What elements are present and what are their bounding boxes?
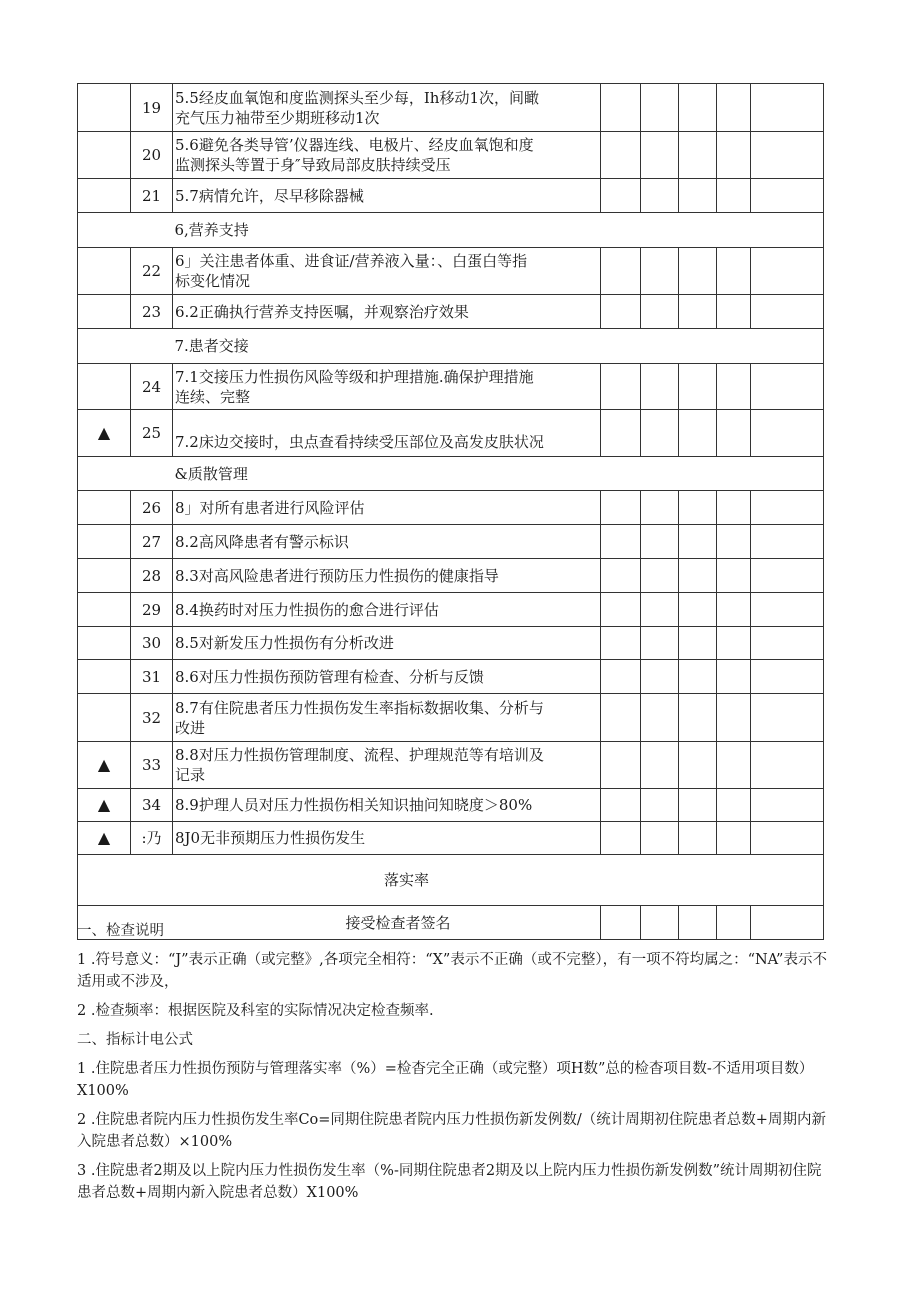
- item-number: 24: [131, 364, 173, 410]
- item-text-line: 监测探头等置于身″导致局部皮肤持续受压: [175, 156, 451, 174]
- check-cell[interactable]: [641, 822, 679, 855]
- check-cell[interactable]: [717, 525, 751, 559]
- check-cell[interactable]: [751, 627, 824, 660]
- item-text-line: 5.6避免各类导管’仪器连线、电极片、经皮血氧饱和度: [175, 136, 534, 154]
- check-cell[interactable]: [641, 742, 679, 789]
- check-cell[interactable]: [601, 364, 641, 410]
- item-text-line: 8.2高风降患者有警示标识: [175, 532, 349, 551]
- item-text-line: 8.7有住院患者压力性损伤发生率指标数据收集、分析与: [175, 698, 544, 717]
- item-number: 28: [131, 559, 173, 593]
- key-item-marker: [78, 525, 131, 559]
- notes-section: [77, 920, 827, 1204]
- notes-heading-2: 二、指标计电公式: [77, 1032, 193, 1048]
- note-frequency: 2 .检查频率：根据医院及科室的实际情况决定检查频率.: [77, 1003, 434, 1019]
- check-cell[interactable]: [751, 694, 824, 742]
- item-text-line: 5.5经皮血氧饱和度监测探头至少每，Ih移动1次，间瞰: [175, 88, 539, 107]
- item-text: [173, 593, 601, 627]
- key-item-marker: [78, 559, 131, 593]
- check-cell[interactable]: [601, 491, 641, 525]
- key-item-marker: [78, 660, 131, 694]
- check-cell[interactable]: [717, 694, 751, 742]
- check-cell[interactable]: [751, 525, 824, 559]
- check-cell[interactable]: [751, 660, 824, 694]
- check-cell[interactable]: [679, 248, 717, 295]
- key-item-marker: ▲: [78, 742, 131, 789]
- check-cell[interactable]: [601, 410, 641, 457]
- table-row: [78, 525, 824, 559]
- table-row: [78, 559, 824, 593]
- table-row: [78, 694, 824, 742]
- check-cell[interactable]: [679, 295, 717, 329]
- item-number: 30: [131, 627, 173, 660]
- check-cell[interactable]: [641, 525, 679, 559]
- check-cell[interactable]: [717, 248, 751, 295]
- check-cell[interactable]: [717, 132, 751, 179]
- section-row: [78, 213, 824, 248]
- key-item-marker: [78, 491, 131, 525]
- key-item-marker: [78, 593, 131, 627]
- table-row: [78, 822, 824, 855]
- item-text-line: 8.6对压力性损伤预防管理有检查、分析与反馈: [175, 667, 484, 686]
- check-cell[interactable]: [679, 694, 717, 742]
- check-cell[interactable]: [679, 593, 717, 627]
- item-text: [173, 491, 601, 525]
- check-cell[interactable]: [717, 660, 751, 694]
- key-item-marker: ▲: [78, 822, 131, 855]
- section-blank-cell: [78, 329, 173, 364]
- item-text-line: 改进: [175, 718, 206, 737]
- check-cell[interactable]: [641, 593, 679, 627]
- key-item-marker: [78, 295, 131, 329]
- section-title: 6,营养支持: [173, 213, 824, 248]
- item-text: [173, 179, 601, 213]
- check-cell[interactable]: [601, 84, 641, 132]
- check-cell[interactable]: [641, 132, 679, 179]
- item-number: 29: [131, 593, 173, 627]
- section-title: &质散管理: [173, 457, 824, 491]
- table-row: [78, 248, 824, 295]
- check-cell[interactable]: [751, 248, 824, 295]
- check-cell[interactable]: [679, 84, 717, 132]
- item-number: 23: [131, 295, 173, 329]
- check-cell[interactable]: [717, 789, 751, 822]
- table-row: [78, 660, 824, 694]
- table-row: [78, 84, 824, 132]
- check-cell[interactable]: [717, 593, 751, 627]
- check-cell[interactable]: [641, 295, 679, 329]
- check-cell[interactable]: [717, 179, 751, 213]
- check-cell[interactable]: [601, 295, 641, 329]
- item-text: [173, 84, 601, 132]
- item-text: [173, 132, 601, 179]
- check-cell[interactable]: [601, 179, 641, 213]
- check-cell[interactable]: [601, 742, 641, 789]
- table-row: [78, 132, 824, 179]
- item-text-line: 标变化情况: [175, 272, 251, 290]
- item-text: [173, 694, 601, 742]
- check-cell[interactable]: [641, 694, 679, 742]
- table-row: [78, 295, 824, 329]
- key-item-marker: [78, 179, 131, 213]
- check-cell[interactable]: [717, 822, 751, 855]
- check-cell[interactable]: [601, 660, 641, 694]
- check-cell[interactable]: [641, 491, 679, 525]
- section-row: [78, 329, 824, 364]
- item-text: [173, 410, 601, 457]
- check-cell[interactable]: [601, 525, 641, 559]
- key-item-marker: ▲: [78, 410, 131, 457]
- table-row: [78, 491, 824, 525]
- item-number: 34: [131, 789, 173, 822]
- check-cell[interactable]: [717, 84, 751, 132]
- formula-incidence-rate: 2 .住院患者院内压力性损伤发生率Co=同期住院患者院内压力性损伤新发例数/（统计周期初住院患者总数+周期内新入院患者总数）×100%: [77, 1112, 826, 1150]
- table-row: [78, 593, 824, 627]
- check-cell[interactable]: [717, 559, 751, 593]
- check-cell[interactable]: [751, 491, 824, 525]
- table-row: [78, 179, 824, 213]
- key-item-marker: [78, 694, 131, 742]
- check-cell[interactable]: [641, 627, 679, 660]
- check-cell[interactable]: [601, 593, 641, 627]
- table-row: [78, 410, 824, 457]
- check-cell[interactable]: [641, 410, 679, 457]
- check-cell[interactable]: [717, 491, 751, 525]
- check-cell[interactable]: [601, 559, 641, 593]
- check-cell[interactable]: [641, 789, 679, 822]
- check-cell[interactable]: [679, 660, 717, 694]
- item-text-line: 7.1交接压力性损伤风险等级和护理措施.确保护理措施: [175, 367, 534, 386]
- inspection-table: [77, 83, 824, 940]
- check-cell[interactable]: [601, 627, 641, 660]
- item-text: [173, 295, 601, 329]
- check-cell[interactable]: [679, 822, 717, 855]
- check-cell[interactable]: [679, 525, 717, 559]
- check-cell[interactable]: [751, 179, 824, 213]
- check-cell[interactable]: [751, 364, 824, 410]
- item-number: 26: [131, 491, 173, 525]
- item-text-line: 7.2床边交接时，虫点查看持续受压部位及高发皮肤状况: [175, 433, 544, 451]
- key-item-marker: ▲: [78, 789, 131, 822]
- check-cell[interactable]: [641, 179, 679, 213]
- item-number: 20: [131, 132, 173, 179]
- item-text-line: 记录: [175, 766, 206, 784]
- item-number: 25: [131, 410, 173, 457]
- item-number: 21: [131, 179, 173, 213]
- section-title: 7.患者交接: [173, 329, 824, 364]
- section-blank-cell: [78, 213, 173, 248]
- check-cell[interactable]: [717, 364, 751, 410]
- item-text-line: 8J0无非预期压力性损伤发生: [175, 829, 366, 847]
- check-cell[interactable]: [751, 410, 824, 457]
- item-number: 27: [131, 525, 173, 559]
- check-cell[interactable]: [751, 593, 824, 627]
- key-item-marker: [78, 627, 131, 660]
- check-cell[interactable]: [751, 132, 824, 179]
- section-blank-cell: [78, 457, 173, 491]
- table-row: [78, 789, 824, 822]
- item-text-line: 8.5对新发压力性损伤有分析改进: [175, 634, 394, 652]
- check-cell[interactable]: [641, 364, 679, 410]
- formula-stage2-incidence-rate: 3 .住院患者2期及以上院内压力性损伤发生率（%-同期住院患者2期及以上院内压力性损伤新发例数”统计周期初住院患者总数+周期内新入院患者总数）X100%: [77, 1163, 822, 1201]
- check-cell[interactable]: [641, 248, 679, 295]
- check-cell[interactable]: [601, 132, 641, 179]
- table-body: [78, 84, 824, 855]
- check-cell[interactable]: [601, 248, 641, 295]
- check-cell[interactable]: [679, 410, 717, 457]
- check-cell[interactable]: [641, 84, 679, 132]
- key-item-marker: [78, 132, 131, 179]
- item-text: [173, 248, 601, 295]
- signature-label: 接受检查者签名: [78, 906, 601, 940]
- item-text: [173, 822, 601, 855]
- check-cell[interactable]: [717, 295, 751, 329]
- check-cell[interactable]: [679, 627, 717, 660]
- item-text-line: 8」对所有患者进行风险评估: [175, 498, 365, 517]
- item-text-line: 8.4换药时对压力性损伤的愈合进行评估: [175, 600, 439, 619]
- check-cell[interactable]: [641, 559, 679, 593]
- item-number: :乃: [131, 822, 173, 855]
- rate-row: [78, 855, 824, 906]
- check-cell[interactable]: [601, 789, 641, 822]
- check-cell[interactable]: [679, 179, 717, 213]
- check-cell[interactable]: [679, 559, 717, 593]
- item-number: 22: [131, 248, 173, 295]
- note-symbol-meaning: 1 .符号意义：“J”表示正确（或完整》,各项完全相符：“X”表示不正确（或不完整），有一项不符均属之：“NA”表示不适用或不涉及，: [77, 952, 827, 990]
- check-cell[interactable]: [679, 132, 717, 179]
- item-text: [173, 559, 601, 593]
- formula-implementation-rate: 1 .住院患者压力性损伤预防与管理落实率（%）=检杳完全正确（或完整）项H数”总的检杳项目数-不适用项目数）X100%: [77, 1061, 814, 1099]
- table-row: [78, 364, 824, 410]
- item-text: [173, 364, 601, 410]
- item-text-line: 充气压力袖带至少期班移动1次: [175, 108, 380, 127]
- item-text-line: 6.2正确执行营养支持医嘱，并观察治疗效果: [175, 302, 469, 321]
- item-text-line: 8.3对高风险患者进行预防压力性损伤的健康指导: [175, 566, 499, 585]
- item-text: [173, 627, 601, 660]
- item-text-line: 5.7病情允许，尽早移除器械: [175, 186, 364, 205]
- item-text: [173, 660, 601, 694]
- item-text-line: 8.9护理人员对压力性损伤相关知识抽问知晓度＞80%: [175, 796, 533, 814]
- item-number: 31: [131, 660, 173, 694]
- key-item-marker: [78, 364, 131, 410]
- section-row: [78, 457, 824, 491]
- item-text: [173, 789, 601, 822]
- item-text: [173, 742, 601, 789]
- check-cell[interactable]: [641, 660, 679, 694]
- check-cell[interactable]: [717, 627, 751, 660]
- key-item-marker: [78, 84, 131, 132]
- table-row: [78, 627, 824, 660]
- check-cell[interactable]: [717, 742, 751, 789]
- item-number: 19: [131, 84, 173, 132]
- check-cell[interactable]: [679, 491, 717, 525]
- check-cell[interactable]: [679, 789, 717, 822]
- item-text-line: 连续、完整: [175, 387, 251, 406]
- check-cell[interactable]: [601, 822, 641, 855]
- check-cell[interactable]: [751, 295, 824, 329]
- item-text: [173, 525, 601, 559]
- check-cell[interactable]: [751, 559, 824, 593]
- check-cell[interactable]: [601, 694, 641, 742]
- item-number: 32: [131, 694, 173, 742]
- check-cell[interactable]: [717, 410, 751, 457]
- check-cell[interactable]: [679, 364, 717, 410]
- check-cell[interactable]: [751, 822, 824, 855]
- check-cell[interactable]: [751, 84, 824, 132]
- item-text-line: 8.8对压力性损伤管理制度、流程、护理规范等有培训及: [175, 746, 544, 764]
- key-item-marker: [78, 248, 131, 295]
- notes-heading-1: 一、检查说明: [77, 923, 164, 939]
- item-number: 33: [131, 742, 173, 789]
- rate-label: 落实率: [78, 855, 824, 906]
- table-row: [78, 742, 824, 789]
- check-cell[interactable]: [679, 742, 717, 789]
- item-text-line: 6」关注患者体重、进食证/营养液入量：、白蛋白等指: [175, 252, 528, 270]
- check-cell[interactable]: [751, 789, 824, 822]
- check-cell[interactable]: [751, 742, 824, 789]
